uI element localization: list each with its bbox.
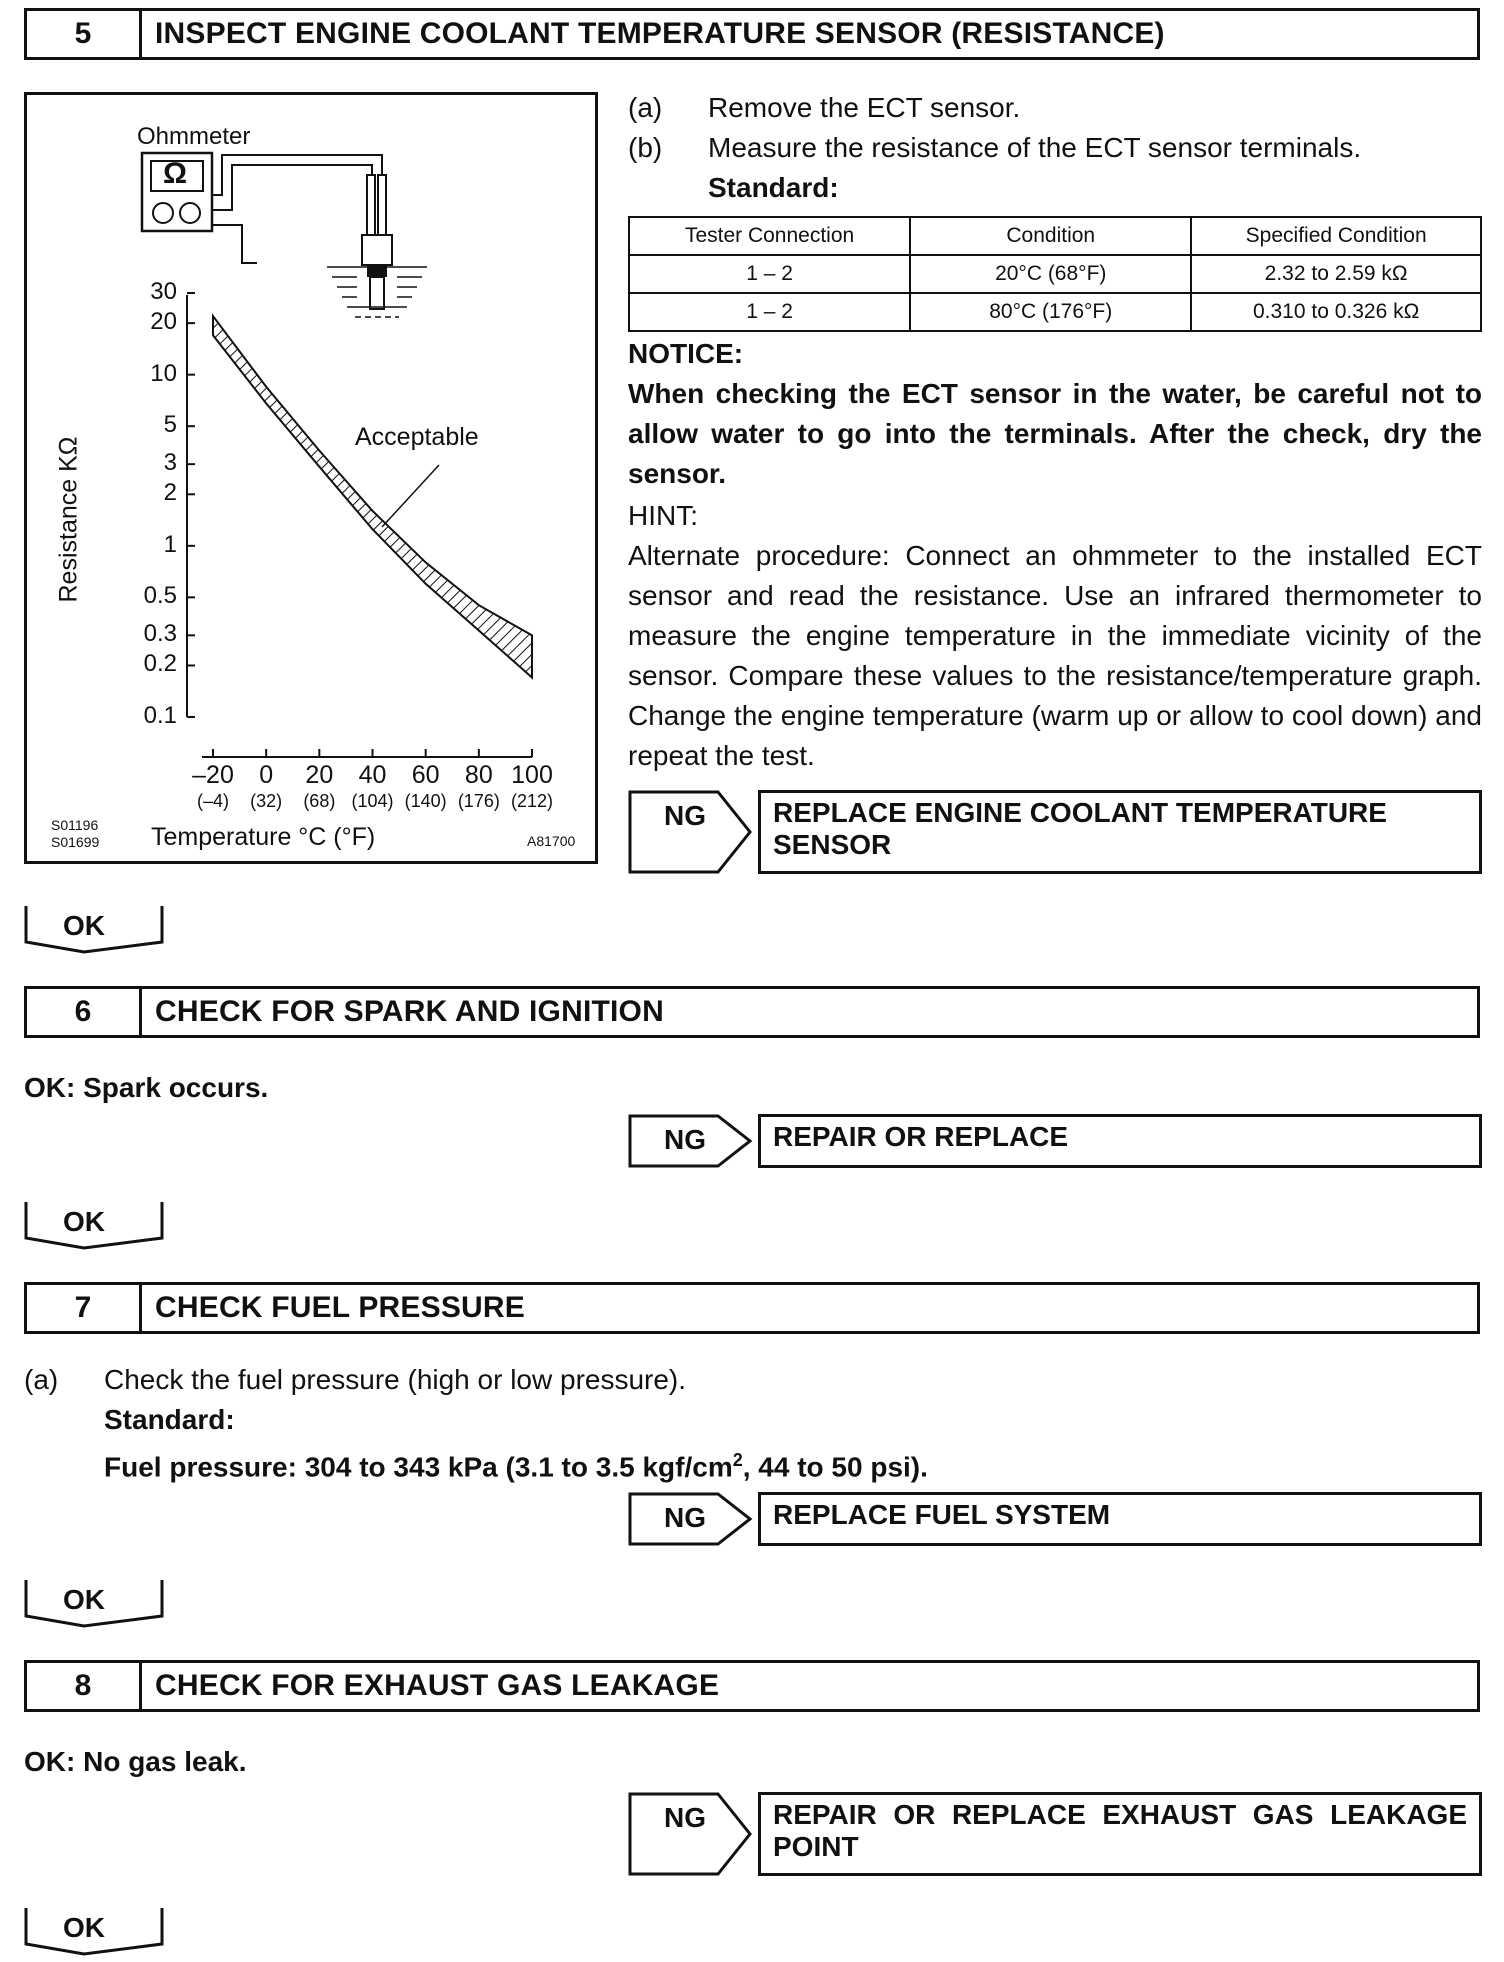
step-label: (a) [24,1364,59,1395]
x-tick-label-f: (176) [457,791,500,811]
acceptable-leader [382,465,439,527]
x-tick-label-f: (32) [250,791,283,811]
x-tick-label-f: (–4) [196,791,229,811]
y-tick-label: 0.3 [143,620,177,648]
instruction-text: Remove the ECT sensor. [708,92,1021,123]
superscript: 2 [732,1450,743,1470]
table-row [629,293,1481,331]
ok-condition: OK: No gas leak. [24,1746,247,1777]
step-title: CHECK FOR SPARK AND IGNITION [155,995,664,1028]
ect-figure [24,92,598,864]
x-tick-label: 80 [464,761,493,789]
x-tick-label-f: (104) [351,791,394,811]
ok-condition: OK: Spark occurs. [24,1072,269,1103]
table-cell: 1 – 2 [629,255,910,293]
hint-title: HINT: [628,500,698,531]
ect-sensor-icon [367,175,375,235]
y-axis-label: Resistance KΩ [54,436,83,603]
ok-label: OK [63,1912,105,1943]
ok-tag [24,1200,164,1250]
spec-table [628,216,1482,332]
y-ticks [187,293,195,717]
table-cell: 20°C (68°F) [910,255,1191,293]
x-tick-label-f: (212) [510,791,554,811]
ng-label: NG [664,800,706,831]
ng-label: NG [664,1802,706,1833]
ok-tag [24,904,164,954]
y-tick-label: 1 [163,530,177,558]
figure-code: S01699 [51,834,100,850]
ok-label: OK [63,910,105,941]
ok-tag [24,1906,164,1956]
table-cell: 2.32 to 2.59 kΩ [1191,255,1481,293]
table-row [629,255,1481,293]
ohmmeter-label: Ohmmeter [137,123,251,150]
y-tick-label: 30 [150,278,177,305]
y-tick-label: 5 [163,411,177,439]
step-number: 8 [27,1663,142,1709]
x-tick-label: –20 [192,761,234,789]
step-title: INSPECT ENGINE COOLANT TEMPERATURE SENSOR (RESISTANCE) [155,17,1165,50]
notice-text: When checking the ECT sensor in the water, be careful not to allow water to go into the terminals. After the check, dry the sensor. [628,378,1482,489]
fuel-pressure-spec [104,1440,928,1487]
step-5-header [24,8,1480,60]
step-label: (a) [628,92,663,123]
ng-label: NG [664,1502,706,1533]
x-tick-label: 100 [511,761,553,789]
ok-label: OK [63,1584,105,1615]
x-tick-label: 60 [411,761,440,789]
omega-symbol: Ω [163,157,188,190]
y-tick-label: 10 [150,359,177,387]
y-tick-label: 3 [163,449,177,477]
y-tick-label: 2 [163,479,177,507]
x-tick-label: 40 [358,761,387,789]
step-title: CHECK FOR EXHAUST GAS LEAKAGE [155,1669,720,1702]
standard-label: Standard: [708,172,839,203]
ect-diagram [27,95,595,861]
step-title: CHECK FUEL PRESSURE [155,1291,525,1324]
figure-codes [51,817,99,851]
instruction-text: Measure the resistance of the ECT sensor terminals. [708,132,1362,163]
step-number: 6 [27,989,142,1035]
figure-code: S01196 [51,817,99,833]
step-number: 5 [27,11,142,57]
acceptable-label: Acceptable [355,423,479,451]
step-6-header [24,986,1480,1038]
table-header: Condition [910,217,1191,255]
table-header: Specified Condition [1191,217,1481,255]
step-7-header [24,1282,1480,1334]
y-tick-label: 0.1 [143,702,177,729]
fuel-spec-text: , 44 to 50 psi). [742,1451,928,1483]
table-cell: 0.310 to 0.326 kΩ [1191,293,1481,331]
x-tick-label: 0 [259,761,274,789]
x-tick-label-f: (140) [404,791,447,811]
notice-title: NOTICE: [628,338,744,369]
ok-tag [24,1578,164,1628]
ng-action-box: REPLACE FUEL SYSTEM [758,1492,1482,1546]
table-header: Tester Connection [629,217,910,255]
table-header-row [629,217,1481,255]
x-tick-label: 20 [305,761,334,789]
x-axis-label: Temperature °C (°F) [151,823,376,851]
y-tick-label: 20 [150,308,177,336]
table-cell: 1 – 2 [629,293,910,331]
ng-label: NG [664,1124,706,1155]
ok-label: OK [63,1206,105,1237]
ng-action-box: REPLACE ENGINE COOLANT TEMPERATURE SENSOR [758,790,1482,874]
table-cell: 80°C (176°F) [910,293,1191,331]
acceptable-band [213,316,532,677]
ng-action-box: REPAIR OR REPLACE EXHAUST GAS LEAKAGE POINT [758,1792,1482,1876]
step-number: 7 [27,1285,142,1331]
fuel-spec-text: Fuel pressure: 304 to 343 kPa (3.1 to 3.5 kgf/cm [104,1451,733,1483]
ng-action-box: REPAIR OR REPLACE [758,1114,1482,1168]
hint-text: Alternate procedure: Connect an ohmmeter to the installed ECT sensor and read the resistance. Use an infrared thermometer to measure the engine temperature in the immediate vicinity of the sensor. Compare these values to the resistance/temperature graph. Change the engine temperature (warm up or allow to cool down) and repeat the test. [628,540,1482,771]
standard-label: Standard: [104,1404,235,1435]
step-8-header [24,1660,1480,1712]
x-tick-label-f: (68) [303,791,336,811]
step-label: (b) [628,132,663,163]
x-ticks [213,749,532,757]
instruction-text: Check the fuel pressure (high or low pressure). [104,1364,687,1395]
y-tick-label: 0.5 [143,582,177,610]
figure-code: A81700 [527,833,576,849]
y-tick-label: 0.2 [143,650,177,678]
